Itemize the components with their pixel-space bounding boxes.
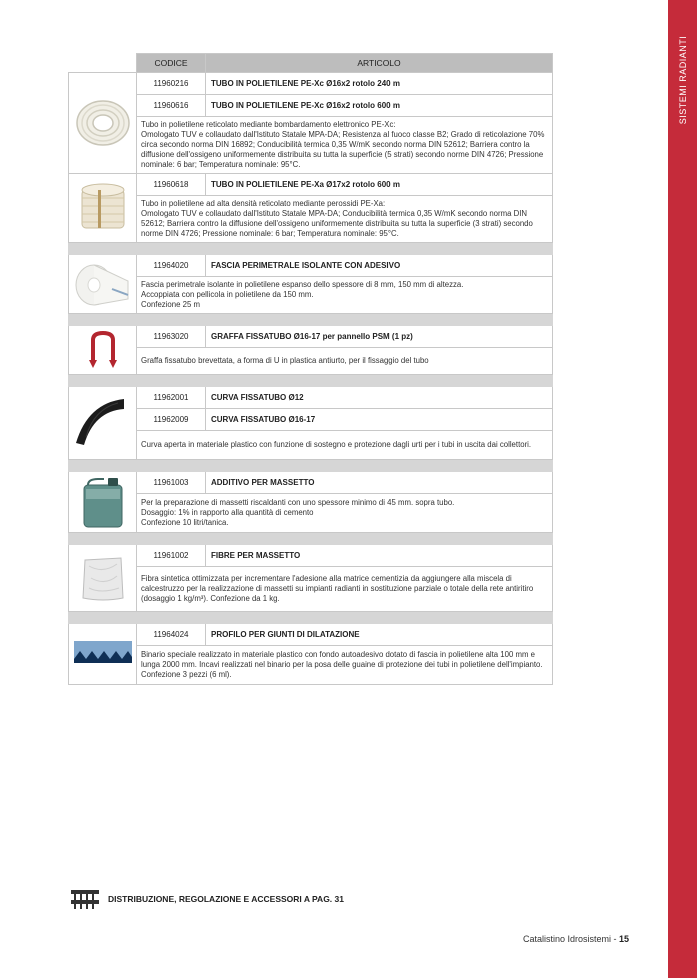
row-separator	[69, 460, 553, 472]
product-table	[68, 53, 553, 685]
table-row	[69, 196, 553, 243]
product-code: 11963020	[137, 326, 206, 348]
row-separator	[69, 533, 553, 545]
table-row	[69, 545, 553, 567]
table-row	[69, 624, 553, 646]
table-row	[69, 567, 553, 612]
pipe-roll-icon	[74, 180, 132, 236]
product-description: Tubo in polietilene reticolato mediante bombardamento elettronico PE-Xc: Omologato TUV e collaudato dall'Istituto Statale MPA-DA; Resistenza al fuoco classe B2; Grado di reticolazione 70% circa secondo norma DIN 16892; Conducibilità termica 0,35 W/mK secondo norma DIN 52612; Barriera contro la diffusione dell'ossigeno uniformemente distribuita su tutta la superficie (5 strati) secondo norme DIN 4726; Pressione nominale: 6 bar; Temperatura nominale: 95°C.	[137, 117, 553, 174]
table-header	[69, 54, 553, 73]
row-separator	[69, 243, 553, 255]
product-image-cell	[69, 387, 137, 460]
product-name: CURVA FISSATUBO Ø12	[206, 387, 553, 409]
product-name: GRAFFA FISSATUBO Ø16-17 per pannello PSM (1 pz)	[206, 326, 553, 348]
product-description: Per la preparazione di massetti riscaldanti con uno spessore minimo di 45 mm. sopra tubo. Dosaggio: 1% in rapporto alla quantità di cemento Confezione 10 litri/tanica.	[137, 494, 553, 533]
product-code: 11962009	[137, 409, 206, 431]
product-image-cell	[69, 472, 137, 533]
table-row	[69, 326, 553, 348]
product-image-cell	[69, 545, 137, 612]
table-row	[69, 387, 553, 409]
product-code: 11962001	[137, 387, 206, 409]
page-number: 15	[618, 934, 629, 944]
product-code: 11960216	[137, 73, 206, 95]
fiber-bag-icon	[77, 552, 129, 604]
table-row	[69, 409, 553, 431]
product-description: Graffa fissatubo brevettata, a forma di U in plastica antiurto, per il fissaggio del tubo	[137, 348, 553, 375]
product-name: FASCIA PERIMETRALE ISOLANTE CON ADESIVO	[206, 255, 553, 277]
product-image-cell	[69, 326, 137, 375]
product-name: FIBRE PER MASSETTO	[206, 545, 553, 567]
product-code: 11961002	[137, 545, 206, 567]
product-code: 11964024	[137, 624, 206, 646]
product-image-cell	[69, 255, 137, 314]
product-code: 11961003	[137, 472, 206, 494]
joint-profile-icon	[72, 637, 134, 671]
section-label: SISTEMI RADIANTI	[678, 35, 688, 125]
footer-text: DISTRIBUZIONE, REGOLAZIONE E ACCESSORI A PAG. 31	[108, 894, 344, 904]
u-clip-icon	[83, 330, 123, 370]
product-code: 11960618	[137, 174, 206, 196]
product-description: Fibra sintetica ottimizzata per incrementare l'adesione alla matrice cementizia da aggiungere alla miscela di calcestruzzo per la realizzazione di massetti su impianti radianti in sostituzione parziale o totale della rete antiritiro (dosaggio 1 kg/m³). Confezione da 1 kg.	[137, 567, 553, 612]
table-row	[69, 95, 553, 117]
product-name: PROFILO PER GIUNTI DI DILATAZIONE	[206, 624, 553, 646]
table-row	[69, 472, 553, 494]
product-name: CURVA FISSATUBO Ø16-17	[206, 409, 553, 431]
product-image-cell	[69, 624, 137, 685]
product-description: Tubo in polietilene ad alta densità reticolato mediante perossidi PE-Xa: Omologato TUV e collaudato dall'Istituto Statale MPA-DA; Conducibilità termica 0,35 W/mK secondo norma DIN 52612; Barriera contro la diffusione dell'ossigeno uniformemente distribuita su tutta la superficie (3 strati) secondo norme DIN 4726; Pressione nominale: 6 bar; Temperatura nominale: 95°C.	[137, 196, 553, 243]
table-row	[69, 277, 553, 314]
row-separator	[69, 612, 553, 624]
product-description: Fascia perimetrale isolante in polietilene espanso dello spessore di 8 mm, 150 mm di altezza. Accoppiata con pellicola in polietilene da 150 mm. Confezione 25 m	[137, 277, 553, 314]
section-sidebar	[668, 0, 697, 978]
product-description: Curva aperta in materiale plastico con funzione di sostegno e protezione dagli urti per i tubi in uscita dai collettori.	[137, 431, 553, 460]
pipe-coil-icon	[74, 97, 132, 149]
product-code: 11964020	[137, 255, 206, 277]
table-row	[69, 255, 553, 277]
table-row	[69, 646, 553, 685]
table-row	[69, 73, 553, 95]
pipe-bend-icon	[74, 395, 132, 451]
footer-reference	[70, 888, 344, 910]
row-separator	[69, 375, 553, 387]
canister-icon	[78, 475, 128, 529]
product-name: TUBO IN POLIETILENE PE-Xc Ø16x2 rotolo 600 m	[206, 95, 553, 117]
product-code: 11960616	[137, 95, 206, 117]
insulating-band-icon	[72, 259, 134, 309]
header-code: CODICE	[137, 54, 206, 73]
row-separator	[69, 314, 553, 326]
product-name: TUBO IN POLIETILENE PE-Xc Ø16x2 rotolo 240 m	[206, 73, 553, 95]
product-image-cell	[69, 174, 137, 243]
table-row	[69, 494, 553, 533]
catalog-name: Catalistino Idrosistemi -	[522, 934, 619, 944]
table-row	[69, 117, 553, 174]
product-name: ADDITIVO PER MASSETTO	[206, 472, 553, 494]
header-blank	[69, 54, 137, 73]
table-row	[69, 174, 553, 196]
product-description: Binario speciale realizzato in materiale plastico con fondo autoadesivo dotato di fascia in polietilene alta 100 mm e lunga 2000 mm. Incavi realizzati nel binario per la posa delle guaine di protezione dei tubi in polietilene dell'impianto. Confezione 3 pezzi (6 ml).	[137, 646, 553, 685]
manifold-icon	[70, 888, 100, 910]
product-name: TUBO IN POLIETILENE PE-Xa Ø17x2 rotolo 600 m	[206, 174, 553, 196]
table-row	[69, 431, 553, 460]
page-footer	[523, 934, 629, 944]
table-row	[69, 348, 553, 375]
header-article: ARTICOLO	[206, 54, 553, 73]
product-image-cell	[69, 73, 137, 174]
